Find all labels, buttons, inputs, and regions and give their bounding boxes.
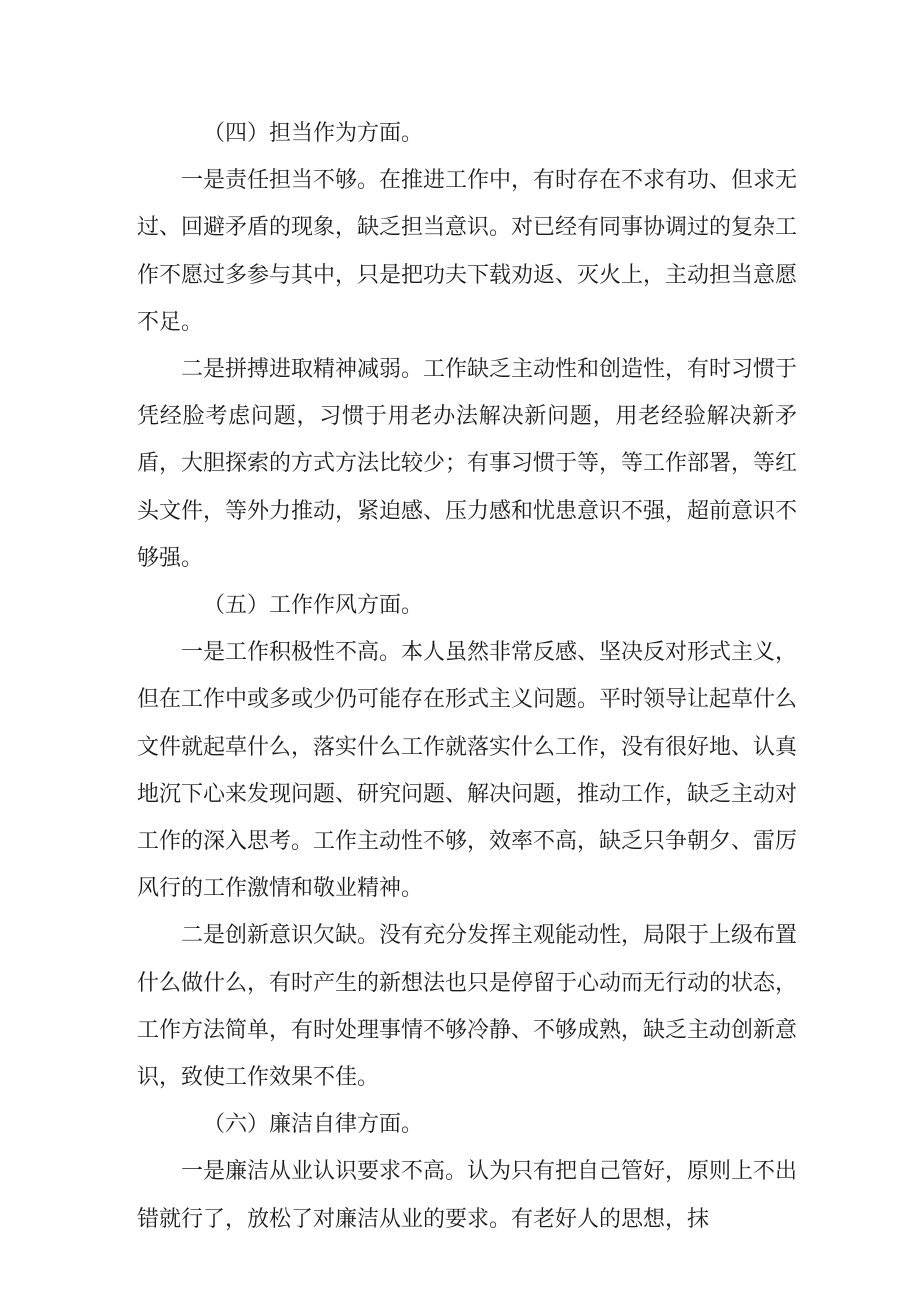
- paragraph-innovation: 二是创新意识欠缺。没有充分发挥主观能动性，局限于上级布置什么做什么，有时产生的新想法也只是停留于心动而无行动的状态，工作方法简单，有时处理事情不够冷静、不够成熟，缺乏主动创新意识，致使工作效果不佳。: [137, 923, 798, 1091]
- paragraph-work-enthusiasm: 一是工作积极性不高。本人虽然非常反感、坚决反对形式主义，但在工作中或多或少仍可能存在形式主义问题。平时领导让起草什么文件就起草什么，落实什么工作就落实什么工作，没有很好地、认真地沉下心来发现问题、研究问题、解决问题，推动工作，缺乏主动对工作的深入思考。工作主动性不够，效率不高，缺乏只争朝夕、雷厉风行的工作激情和敬业精神。: [137, 640, 798, 902]
- paragraph-integrity: 一是廉洁从业认识要求不高。认为只有把自己管好，原则上不出错就行了，放松了对廉洁从业的要求。有老好人的思想，抹: [137, 1159, 798, 1232]
- paragraph-enterprising-spirit: 二是拼搏进取精神减弱。工作缺乏主动性和创造性，有时习惯于凭经脸考虑问题，习惯于用老办法解决新问题，用老经验解决新矛盾，大胆探索的方式方法比较少；有事习惯于等，等工作部署，等红头文件，等外力推动，紧迫感、压力感和忧患意识不强，超前意识不够强。: [137, 357, 798, 571]
- section-heading-5: （五）工作作风方面。: [203, 593, 424, 619]
- paragraph-responsibility: 一是责任担当不够。在推进工作中，有时存在不求有功、但求无过、回避矛盾的现象，缺乏担当意识。对已经有同事协调过的复杂工作不愿过多参与其中，只是把功夫下载劝返、灭火上，主动担当意愿不足。: [137, 168, 798, 335]
- document-body: [137, 110, 797, 1243]
- section-heading-4: （四）担当作为方面。: [203, 121, 424, 146]
- section-heading-6: （六）廉洁自律方面。: [203, 1112, 424, 1138]
